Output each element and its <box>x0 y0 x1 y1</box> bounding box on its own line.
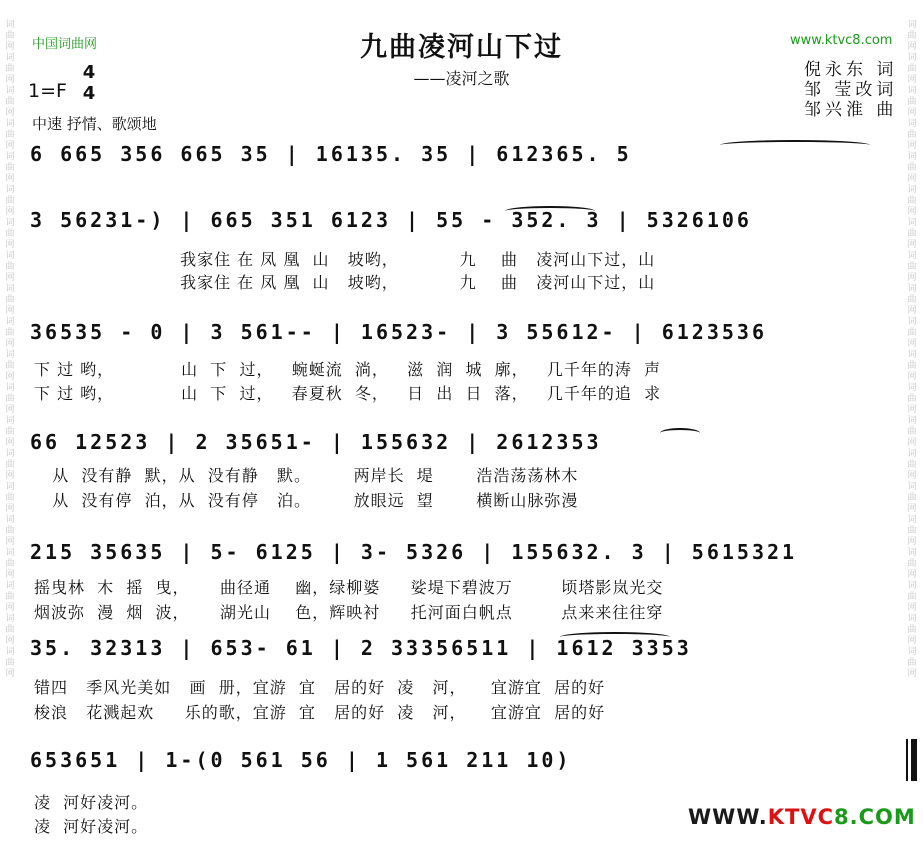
footer-url-part-2: KTVC <box>767 805 835 829</box>
lyricist-credit: 倪永东 词 <box>804 60 898 80</box>
slur <box>660 428 700 438</box>
lyric-line-6-verse-2: 梭浪 花溅起欢 乐的歌，宜游 宜 居的好 凌 河， 宜游宜 居的好 <box>34 703 606 722</box>
time-signature <box>80 62 98 104</box>
lyric-line-3-verse-1: 下 过 哟， 山 下 过， 蜿蜒流 淌， 滋 润 城 廓， 几千年的涛 声 <box>34 360 662 379</box>
watermark-right: 词曲网词曲网词曲网词曲网词曲网词曲网词曲网词曲网词曲网词曲网词曲网词曲网词曲网词曲网词曲网词曲网词曲网词曲网词曲网词曲网 <box>907 20 917 679</box>
notation-line-3: 36535 - 0 | 3 561-- | 16523- | 3 55612- | 6123536 <box>30 320 768 344</box>
footer-watermark-url <box>688 805 916 829</box>
final-barline-thin <box>906 739 908 781</box>
lyric-line-7-verse-2: 凌 河好凌河。 <box>34 817 149 836</box>
lyric-line-7-verse-1: 凌 河好凌河。 <box>34 793 149 812</box>
composer-credit: 邹兴淮 曲 <box>804 100 898 120</box>
final-barline-thick <box>911 739 917 781</box>
credits <box>804 60 897 120</box>
lyric-line-2-verse-2: 我家住 在 凤 凰 山 坡哟， 九 曲 凌河山下过，山 <box>34 273 656 292</box>
slur <box>505 206 595 216</box>
lyric-line-4-verse-1: 从 没有静 默，从 没有静 默。 两岸长 堤 浩浩荡荡林木 <box>34 466 579 485</box>
lyric-line-6-verse-1: 错四 季风光美如 画 册，宜游 宜 居的好 凌 河， 宜游宜 居的好 <box>34 678 606 697</box>
footer-url-part-3: 8.COM <box>834 805 916 829</box>
song-subtitle: ——凌河之歌 <box>413 69 510 88</box>
time-sig-bottom: 4 <box>82 83 96 104</box>
notation-line-1: 6 665 356 665 35 | 16135. 35 | 612365. 5 <box>30 142 632 166</box>
time-sig-top: 4 <box>82 62 96 83</box>
notation-line-2: 3 56231-) | 665 351 6123 | 55 - 352. 3 | 5326106 <box>30 208 752 232</box>
notation-line-7: 653651 | 1-(0 561 56 | 1 561 211 10) <box>30 748 572 772</box>
tempo-marking: 中速 抒情、歌颂地 <box>32 115 157 133</box>
lyric-line-4-verse-2: 从 没有停 泊，从 没有停 泊。 放眼远 望 横断山脉弥漫 <box>34 491 579 510</box>
site-url-right: www.ktvc8.com <box>790 33 893 48</box>
key-signature: 1=F <box>28 80 67 102</box>
lyric-line-3-verse-2: 下 过 哟， 山 下 过， 春夏秋 冬， 日 出 日 落， 几千年的追 求 <box>34 384 662 403</box>
song-title: 九曲凌河山下过 <box>360 32 563 63</box>
footer-url-part-1: WWW. <box>688 805 768 829</box>
site-name-left: 中国词曲网 <box>32 37 98 52</box>
lyric-line-5-verse-1: 摇曳林 木 摇 曳， 曲径通 幽，绿柳婆 娑堤下碧波万 顷塔影岚光交 <box>34 578 664 597</box>
watermark-left: 词曲网词曲网词曲网词曲网词曲网词曲网词曲网词曲网词曲网词曲网词曲网词曲网词曲网词曲网词曲网词曲网词曲网词曲网词曲网词曲网 <box>5 20 15 679</box>
reviser-credit: 邹 莹改词 <box>804 80 898 100</box>
notation-line-5: 215 35635 | 5- 6125 | 3- 5326 | 155632. 3 | 5615321 <box>30 540 798 564</box>
lyric-line-5-verse-2: 烟波弥 漫 烟 波， 湖光山 色，辉映衬 托河面白帆点 点来来往往穿 <box>34 603 664 622</box>
slur <box>560 632 670 642</box>
slur <box>720 140 870 150</box>
notation-line-4: 66 12523 | 2 35651- | 155632 | 2612353 <box>30 430 602 454</box>
notation-line-6: 35. 32313 | 653- 61 | 2 33356511 | 1612 3353 <box>30 636 692 660</box>
lyric-line-2-verse-1: 我家住 在 凤 凰 山 坡哟， 九 曲 凌河山下过，山 <box>34 250 656 269</box>
